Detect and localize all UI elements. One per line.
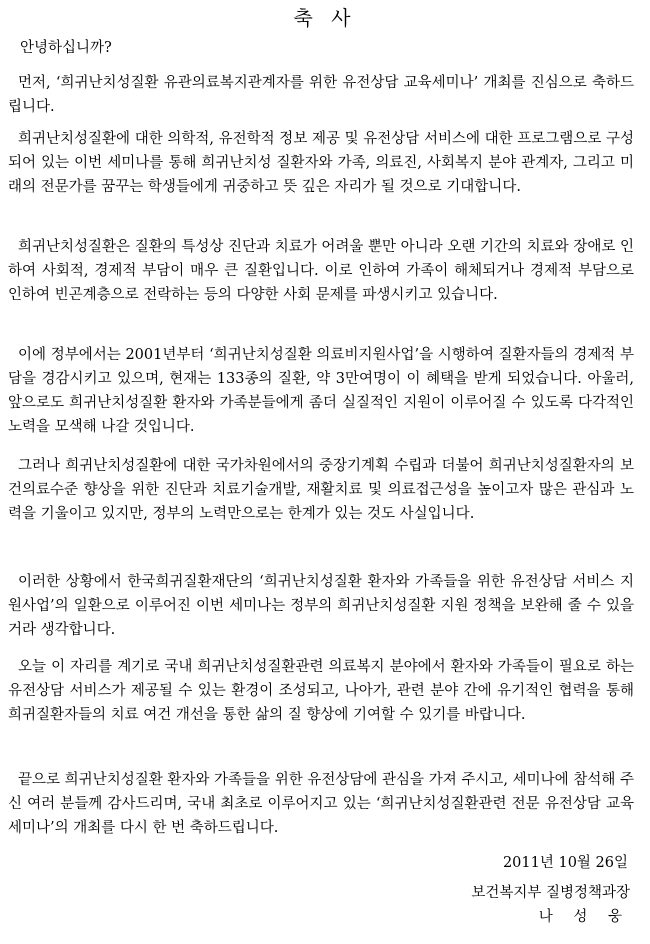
- paragraph-4: 이에 정부에서는 2001년부터 ‘희귀난치성질환 의료비지원사업’을 시행하여 질환자들의 경제적 부담을 경감시키고 있으며, 현재는 133종의 질환, 약 3만여명이 이 혜택을 받게 되었습니다. 아울러, 앞으로도 희귀난치성질환 환자와 가족분들에게 좀더 실질적인 지원이 이루어질 수 있도록 다각적인 노력을 모색해 나갈 것입니다.: [8, 347, 634, 435]
- paragraph-7: 오늘 이 자리를 계기로 국내 희귀난치성질환관련 의료복지 분야에서 환자와 가족들이 필요로 하는 유전상담 서비스가 제공될 수 있는 환경이 조성되고, 나아가, 관련 분야 간에 유기적인 협력을 통해 희귀질환자들의 치료 여건 개선을 통한 삶의 질 향상에 기여할 수 있기를 바랍니다.: [8, 659, 634, 723]
- document-title: 축 사: [293, 6, 357, 30]
- paragraph-6: 이러한 상황에서 한국희귀질환재단의 ‘희귀난치성질환 환자와 가족들을 위한 유전상담 서비스 지원사업’의 일환으로 이루어진 이번 세미나는 정부의 희귀난치성질환 지원 정책을 보완해 줄 수 있을 거라 생각합니다.: [8, 574, 634, 638]
- paragraph-5: 그러나 희귀난치성질환에 대한 국가차원에서의 중장기계획 수립과 더불어 희귀난치성질환자의 보건의료수준 향상을 위한 진단과 치료기술개발, 재활치료 및 의료접근성을 높이고자 많은 관심과 노력을 기울이고 있지만, 정부의 노력만으로는 한계가 있는 것도 사실입니다.: [8, 458, 634, 522]
- paragraph-8: 끝으로 희귀난치성질환 환자와 가족들을 위한 유전상담에 관심을 가져 주시고, 세미나에 참석해 주신 여러 분들께 감사드리며, 국내 최초로 이루어지고 있는 ‘희귀난치성질환관련 전문 유전상담 교육 세미나’의 개최를 다시 한 번 축하드립니다.: [8, 772, 634, 836]
- paragraph-1: 먼저, ‘희귀난치성질환 유관의료복지관계자를 위한 유전상담 교육세미나’ 개최를 진심으로 축하드립니다.: [8, 75, 634, 115]
- letter-date: 2011년 10월 26일: [502, 855, 628, 871]
- paragraph-2: 희귀난치성질환에 대한 의학적, 유전학적 정보 제공 및 유전상담 서비스에 대한 프로그램으로 구성되어 있는 이번 세미나를 통해 희귀난치성 질환자와 가족, 의료진, 사회복지 분야 관계자, 그리고 미래의 전문가를 꿈꾸는 학생들에게 귀중하고 뜻 깊은 자리가 될 것으로 기대합니다.: [8, 131, 635, 195]
- signer-name: 나 성 웅: [538, 909, 630, 925]
- signer-organization: 보건복지부 질병정책과장: [471, 885, 630, 901]
- paragraph-3: 희귀난치성질환은 질환의 특성상 진단과 치료가 어려울 뿐만 아니라 오랜 기간의 치료와 장애로 인하여 사회적, 경제적 부담이 매우 큰 질환입니다. 이로 인하여 가족이 해체되거나 경제적 부담으로 인하여 빈곤계층으로 전락하는 등의 다양한 사회 문제를 파생시키고 있습니다.: [8, 239, 634, 303]
- greeting: 안녕하십니까?: [20, 40, 112, 56]
